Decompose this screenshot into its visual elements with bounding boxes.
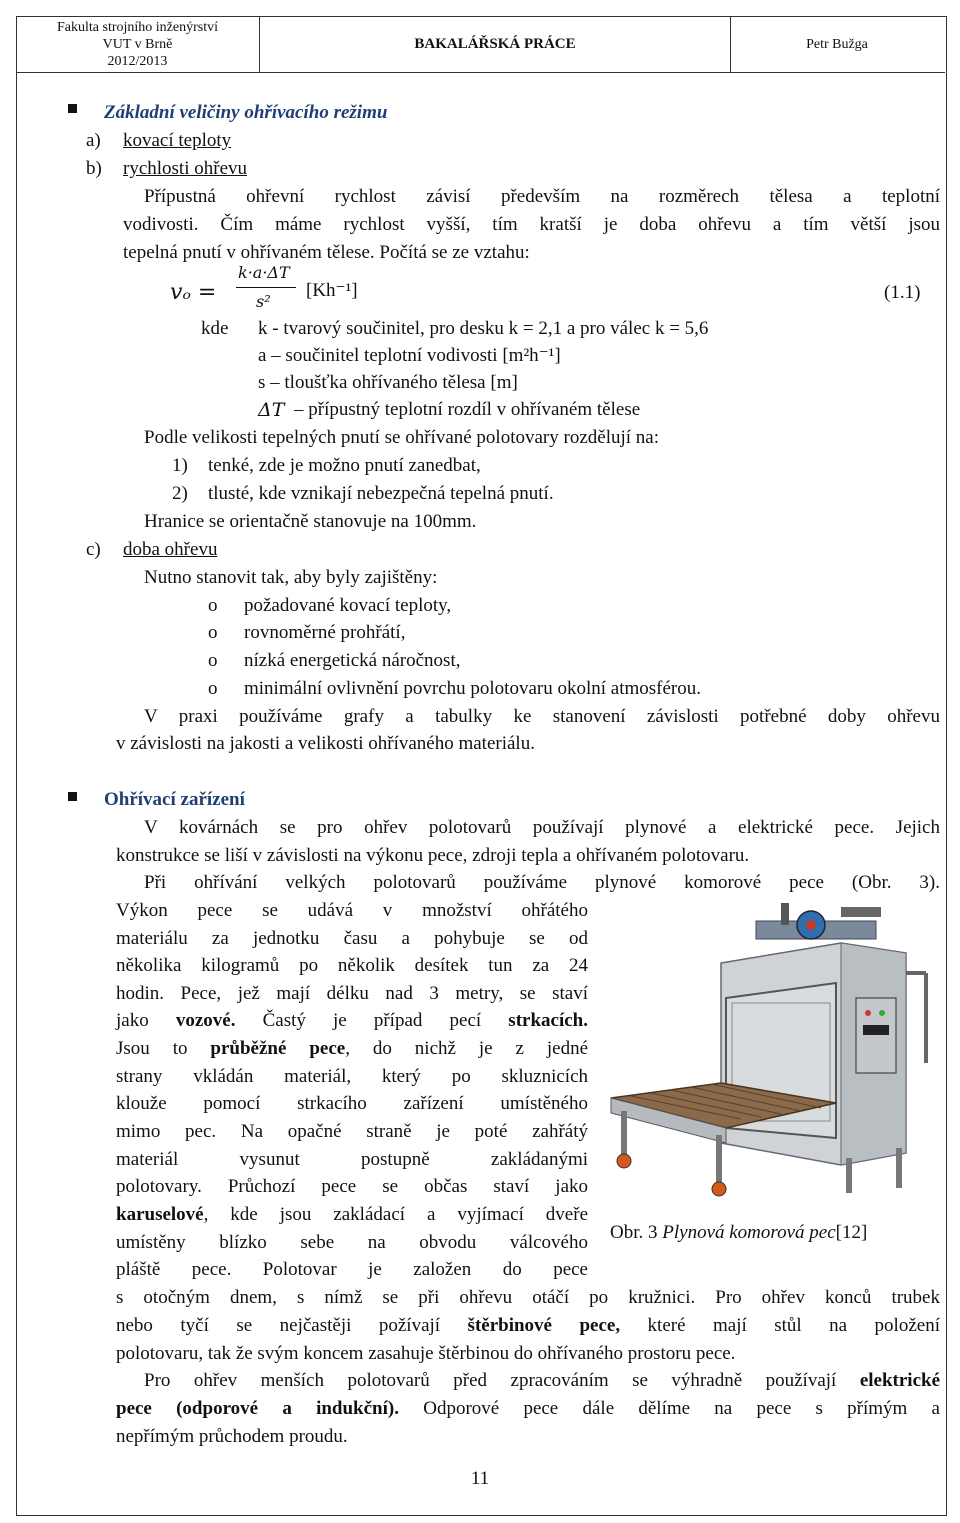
- figure-caption: [610, 1222, 867, 1244]
- paragraph-line: Podle velikosti tepelných pnutí se ohřívané polotovary rozdělují na:: [144, 427, 659, 448]
- item-c-label: c): [86, 539, 101, 560]
- paragraph-line: Při ohřívání velkých polotovarů používáme plynové komorové pece (Obr. 3).: [144, 872, 940, 893]
- caption-reference: [12]: [835, 1222, 868, 1243]
- list-item: požadované kovací teploty,: [244, 595, 452, 616]
- university-name: VUT v Brně: [102, 36, 173, 52]
- paragraph-line: vodivosti. Čím máme rychlost vyšší, tím kratší je doba ohřevu a tím větší jsou: [123, 214, 940, 235]
- author-block: [729, 16, 945, 72]
- paragraph-line: jako vozové. Častý je případ pecí strkacích.: [116, 1010, 588, 1031]
- equation-number: (1.1): [884, 282, 921, 303]
- list-marker: o: [208, 622, 218, 643]
- document-type-label: BAKALÁŘSKÁ PRÁCE: [414, 35, 576, 52]
- paragraph-line: Přípustná ohřevní rychlost závisí především na rozměrech tělesa a teplotní: [144, 186, 940, 207]
- list-label: 1): [172, 455, 188, 476]
- fraction-bar: [236, 287, 296, 288]
- faculty-block: [16, 16, 259, 72]
- faculty-name: Fakulta strojního inženýrství: [57, 19, 218, 35]
- definition-dt-symbol: ΔT: [258, 399, 285, 421]
- page-number: 11: [470, 1468, 490, 1489]
- equation-unit: [Kh⁻¹]: [306, 280, 358, 301]
- paragraph-line: nebo tyčí se nejčastěji požívají štěrbinové pece, které mají stůl na položení: [116, 1315, 940, 1336]
- paragraph-line: několika kilogramů po několik desítek tun za 24: [116, 955, 588, 976]
- paragraph-line: umístěny blízko sebe na obvodu válcového: [116, 1232, 588, 1253]
- paragraph-line: V praxi používáme grafy a tabulky ke stanovení závislosti potřebné doby ohřevu: [144, 706, 940, 727]
- item-c-text: doba ohřevu: [123, 539, 218, 560]
- paragraph-line: Pro ohřev menších polotovarů před zpracováním se výhradně používají elektrické: [144, 1370, 940, 1391]
- item-a-label: a): [86, 130, 101, 151]
- paragraph-line: mimo pec. Na opačné straně je poté zahřátý: [116, 1121, 588, 1142]
- item-b-text: rychlosti ohřevu: [123, 158, 248, 179]
- paragraph-line: polotovary. Průchozí pece se občas staví jako: [116, 1176, 588, 1197]
- paragraph-line: V kovárnách se pro ohřev polotovarů používají plynové a elektrické pece. Jejich: [144, 817, 940, 838]
- paragraph-line: tepelná pnutí v ohřívaném tělese. Počítá se ze vztahu:: [123, 242, 530, 263]
- section1-heading: Základní veličiny ohřívacího režimu: [104, 102, 388, 123]
- caption-title: Plynová komorová pec: [662, 1222, 836, 1243]
- list-item: tlusté, kde vznikají nebezpečná tepelná pnutí.: [208, 483, 554, 504]
- item-a-text: kovací teploty: [123, 130, 232, 151]
- paragraph-line: strany vkládán materiál, který po skluznicích: [116, 1066, 588, 1087]
- section-bullet-icon: [68, 792, 77, 801]
- paragraph-line: klouže pomocí strkacího zařízení umístěného: [116, 1093, 588, 1114]
- list-item: nízká energetická náročnost,: [244, 650, 461, 671]
- paragraph-line: pláště pece. Polotovar je založen do pece: [116, 1259, 588, 1280]
- paragraph-line: materiál vysunut postupně zakládanými: [116, 1149, 588, 1170]
- paragraph-line: Jsou to průběžné pece, do nichž je z jedné: [116, 1038, 589, 1059]
- section-bullet-icon: [68, 104, 77, 113]
- list-marker: o: [208, 678, 218, 699]
- paragraph-line: polotovaru, tak že svým koncem zasahuje štěrbinou do ohřívaného prostoru pece.: [116, 1343, 736, 1364]
- paragraph-line: hodin. Pece, jež mají délku nad 3 metry, se staví: [116, 983, 588, 1004]
- definition-a: a – součinitel teplotní vodivosti [m²h⁻¹]: [258, 345, 561, 366]
- list-marker: o: [208, 650, 218, 671]
- page-header: [16, 16, 945, 73]
- author-name: Petr Bužga: [806, 36, 868, 52]
- kde-label: kde: [201, 318, 229, 339]
- paragraph-line: konstrukce se liší v závislosti na výkonu pece, zdroji tepla a ohřívaném polotovaru.: [116, 845, 750, 866]
- section2-heading: Ohřívací zařízení: [104, 789, 245, 810]
- paragraph-line: Výkon pece se udává v množství ohřátého: [116, 900, 588, 921]
- caption-prefix: Obr. 3: [610, 1222, 658, 1243]
- paragraph-line: Nutno stanovit tak, aby byly zajištěny:: [144, 567, 438, 588]
- list-item: tenké, zde je možno pnutí zanedbat,: [208, 455, 481, 476]
- gas-chamber-furnace-image: [606, 903, 939, 1198]
- definition-k: k - tvarový součinitel, pro desku k = 2,1 a pro válec k = 5,6: [258, 318, 709, 339]
- document-type: [259, 16, 731, 72]
- definition-s: s – tloušťka ohřívaného tělesa [m]: [258, 372, 518, 393]
- paragraph-line: pece (odporové a indukční). Odporové pece dále dělíme na pece s přímým a: [116, 1398, 940, 1419]
- definition-dt: – přípustný teplotní rozdíl v ohřívaném tělese: [294, 399, 641, 420]
- paragraph-line: v závislosti na jakosti a velikosti ohřívaného materiálu.: [116, 733, 535, 754]
- paragraph-line: materiálu za jednotku času a pohybuje se od: [116, 928, 588, 949]
- list-label: 2): [172, 483, 188, 504]
- equation-lhs: vₒ =: [170, 280, 217, 305]
- paragraph-line: Hranice se orientačně stanovuje na 100mm.: [144, 511, 477, 532]
- paragraph-line: nepřímým průchodem proudu.: [116, 1426, 348, 1447]
- item-b-label: b): [86, 158, 102, 179]
- paragraph-line: s otočným dnem, s nímž se při ohřevu otáčí po kružnici. Pro ohřev konců trubek: [116, 1287, 940, 1308]
- equation-denominator: s²: [256, 292, 271, 311]
- list-item: minimální ovlivnění povrchu polotovaru okolní atmosférou.: [244, 678, 701, 699]
- list-marker: o: [208, 595, 218, 616]
- equation-numerator: k·a·ΔT: [238, 263, 290, 282]
- academic-year: 2012/2013: [107, 53, 168, 69]
- list-item: rovnoměrné prohřátí,: [244, 622, 406, 643]
- paragraph-line: karuselové, kde jsou zakládací a vyjímací dveře: [116, 1204, 588, 1225]
